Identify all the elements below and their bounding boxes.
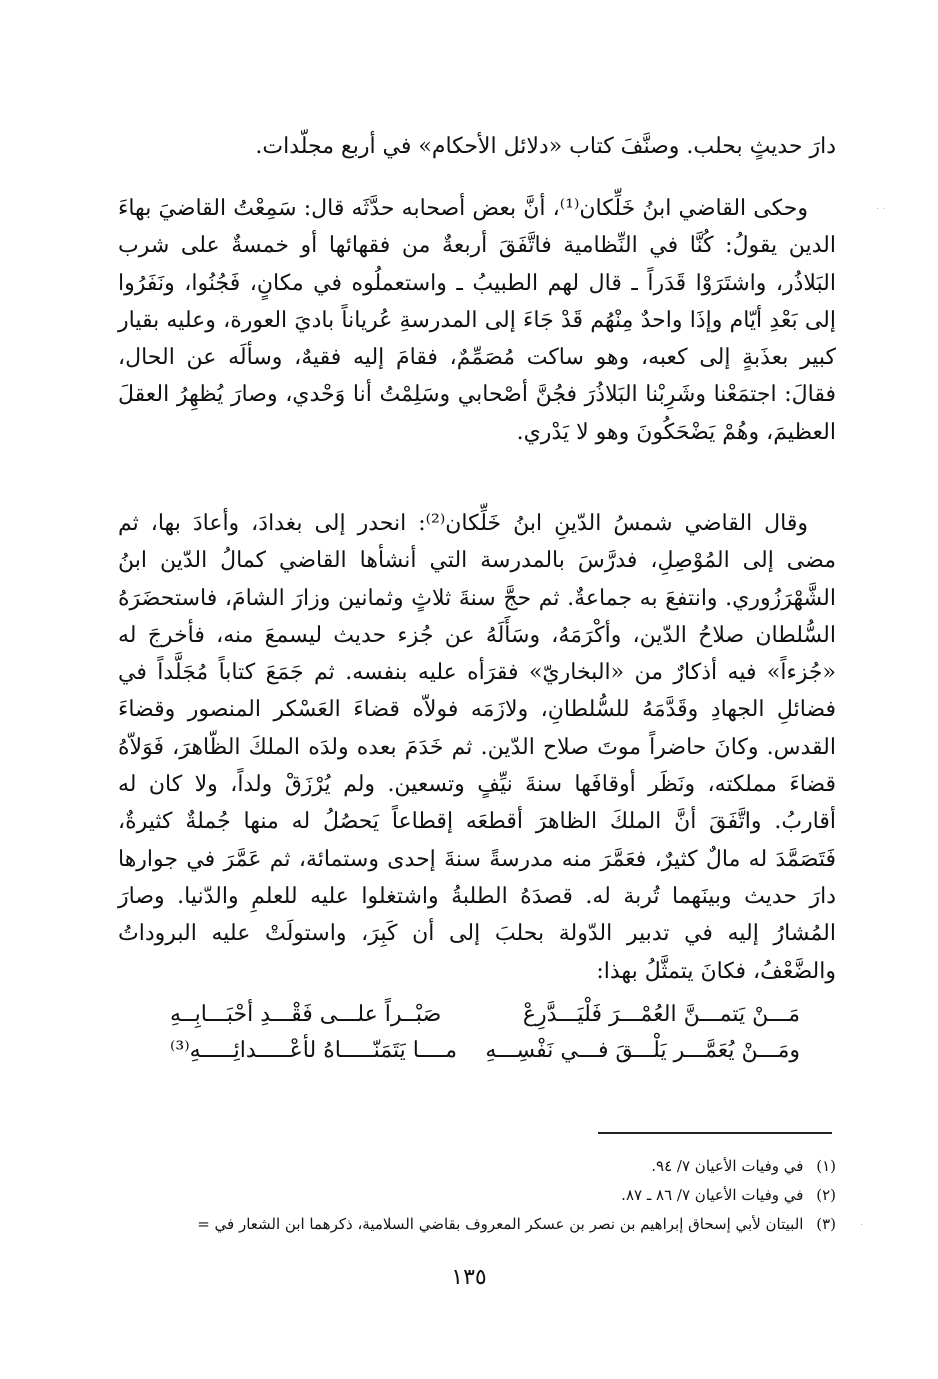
- paragraph-anecdote: [118, 190, 836, 451]
- paragraph-continuation: [118, 128, 836, 165]
- footnote-number: (١): [816, 1157, 836, 1175]
- footnote: [90, 1210, 836, 1239]
- poem-line: [170, 1002, 800, 1038]
- margin-speck: · ·: [876, 204, 886, 215]
- footnote-text: في وفيات الأعيان ٧/ ٨٦ ـ ٨٧.: [621, 1186, 804, 1204]
- paragraph-text: دارَ حديثٍ بحلب. وصنَّفَ كتاب «دلائل الأحكام» في أربع مجلّدات.: [255, 134, 836, 159]
- footnote: [90, 1181, 836, 1210]
- footnote: [90, 1152, 836, 1181]
- poem-first-hemistich: مَـــنْ يَتمـــنَّ العُمْـــرَ فَلْيَـــدَّرِعْ: [522, 1002, 800, 1027]
- footnote-text: في وفيات الأعيان ٧/ ٩٤.: [651, 1157, 804, 1175]
- poem-first-hemistich: ومَـــنْ يُعَمَّـــر يَلْـــقَ فـــي نَفْسِـــهِ: [485, 1038, 800, 1063]
- footnote-divider: [598, 1132, 832, 1134]
- margin-speck: ·: [860, 1220, 864, 1231]
- paragraph-biography: [118, 505, 836, 990]
- poem-second-hemistich: مــــا يَتَمَنّـــــاهُ لأعْـــــدائِـــــهِ⁽³⁾: [170, 1038, 458, 1063]
- footnotes: [90, 1152, 836, 1239]
- paragraph-text: وحكى القاضي ابنُ خَلِّكان⁽¹⁾، أنَّ بعض أصحابه حدَّثَه قال: سَمِعْتُ القاضيَ بهاءَ الدين يقولُ: كُنَّا في النِّظامية فاتَّفَقَ أربعةٌ من فقهائها أو خمسةٌ على شرب البَلاذُر، واشتَرَوْا قَدَراً ـ قال لهم الطبيبُ ـ واستعملُوه في مكانٍ، فَجُنُوا، ونَفَرُوا إلى بَعْدِ أيّام وإذَا واحدٌ مِنْهُم قَدْ جَاءَ إلى المدرسةِ عُرياناً باديَ العورة، وعليه بقيار كبير بعذَبةٍ إلى كعبه، وهو ساكت مُصَمِّمٌ، فقامَ إليه فقيهٌ، وسألَه عن الحال، فقالَ: اجتمَعْنا وشَرِبْنا البَلاذُرَ فجُنَّ أصْحابي وسَلِمْتُ أنا وَحْدي، وصارَ يُظهِرُ العقلَ العظيمَ، وهُمْ يَضْحَكُونَ وهو لا يَدْري.: [118, 196, 836, 445]
- footnote-number: (٢): [816, 1186, 836, 1204]
- paragraph-text: وقال القاضي شمسُ الدّينِ ابنُ خَلِّكان⁽²⁾: انحدر إلى بغدادَ، وأعادَ بها، ثم مضى إلى المُوْصِلِ، فدرَّسَ بالمدرسة التي أنشأها القاضي كمالُ الدّين ابنُ الشَّهْرَزُوري. وانتفعَ به جماعةٌ. ثم حجَّ سنةَ ثلاثٍ وثمانين وزارَ الشامَ، فاستحضَرَهُ السُّلطان صلاحُ الدّين، وأكْرَمَهُ، وسَأَلَهُ عن جُزء حديث ليسمعَ منه، فأخرجَ له «جُزءاً» فيه أذكارٌ من «البخاريّ» فقرَأه عليه بنفسه. ثم جَمَعَ كتاباً مُجَلَّداً في فضائلِ الجهادِ وقَدَّمَهُ للسُّلطانِ، ولازَمَه فولاّه قضاءَ العَسْكر المنصور وقضاءَ القدس. وكانَ حاضراً موتَ صلاح الدّين. ثم خَدَمَ بعده ولدَه الملكَ الظّاهرَ، فَوَلاّهُ قضاءَ مملكته، ونَظَر أوقافَها سنةَ نيِّفٍ وتسعين. ولم يُرْزَقْ ولداً، ولا كان له أقاربُ. واتَّفَقَ أنَّ الملكَ الظاهرَ أقطعَه إقطاعاً يَحصُلُ له منها جُملةٌ كثيرةٌ، فَتَصَمَّدَ له مالٌ كثيرٌ، فعَمَّرَ منه مدرسةً سنةَ إحدى وستمائة، ثم عَمَّرَ في جوارها دارَ حديث وبينَهما تُربة له. قصدَهُ الطلبةُ واشتغلوا عليه للعلمِ والدّنيا. وصارَ المُشارُ إليه في تدبير الدّولة بحلبَ إلى أن كَبِرَ، واستولَتْ عليه البروداتُ والضَّعْفُ، فكانَ يتمثَّلُ بهذا:: [118, 511, 836, 984]
- page-number: ١٣٥: [451, 1265, 487, 1290]
- poem-verses: [170, 1002, 800, 1074]
- poem-second-hemistich: صَبْــراً علـــى فَقْـــدِ أحْبَـــابِــهِ: [170, 1002, 442, 1027]
- poem-line: [170, 1038, 800, 1074]
- footnote-number: (٣): [816, 1215, 836, 1233]
- footnote-text: البيتان لأبي إسحاق إبراهيم بن نصر بن عسكر المعروف بقاضي السلامية، ذكرهما ابن الشعار في =: [197, 1215, 804, 1233]
